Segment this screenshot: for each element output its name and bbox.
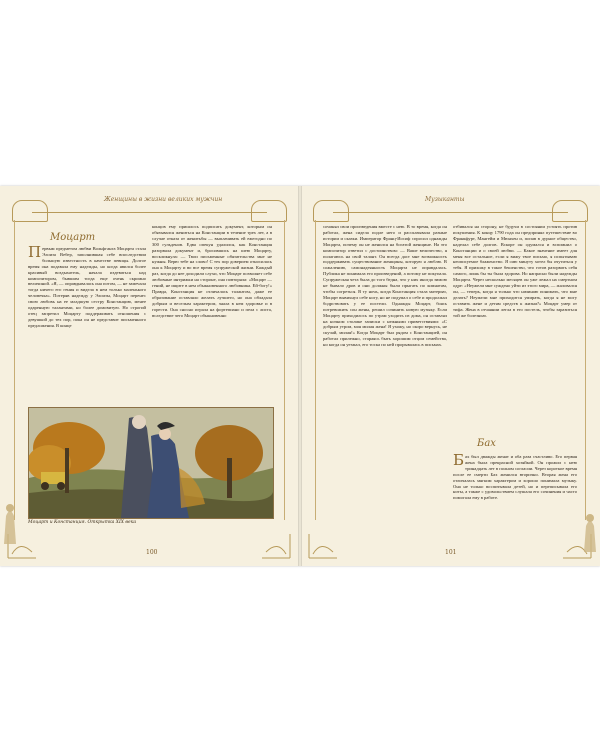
section-title-bach: Бах xyxy=(477,438,496,449)
left-folio: 100 xyxy=(146,549,158,556)
dropcap: П xyxy=(28,246,42,261)
right-col2b-text: ах был дважды женат и оба раза счастливо. Его первая жена была прекрасной хозяйкой. Он прожил с нею тринадцать лет в полном согласии. Через короткое время после ее смерти Бах женился вторично. Вторая жена его отличалась мягким характером и хорошо понимала музыку. Она не только воспитывала детей, но и переписывала его ноты, а также с удовольствием слушала его сочинения и часто помогала ему в работе. xyxy=(453,454,577,501)
left-corner-ornament-right-icon xyxy=(258,530,292,560)
illustration-caption: Моцарт и Констанция. Открытка XIX века xyxy=(28,520,137,525)
right-col2-text: отбивался на сторону, не будучи в состоянии устоять против искушения. К концу 1790 года он предпринял путешествие во Франкфурт, Мангейм и Мюнхен и, попав в дурное общество, наделал себе долгов. Вскоре он одумался и вспомнил о Констанции и о своей любви. — Какое значение имеет для меня все остальное, если я вижу твое письмо, я испытываю неописуемое блаженство. Я сию минуту хотел бы очутиться у тебя. Я прихожу в такое бешенство, что готов разорвать себя самого, лишь бы ты была здорова. Но напрасно были надежды Моцарта. Через несколько месяцев он уже лежал на смертном одре: «Неужели мне суждено уйти из этого мира, — жаловался он, — теперь, когда я только что начинаю понимать, что мне делать? Неужели мне приходится умирать, когда я не могу оставить жене и детям средств к жизни?» Моцарт умер от тифа. Жена в отчаянии легла в его постель, чтобы заразиться той же болезнью. xyxy=(453,224,577,318)
mozart-constance-illustration xyxy=(28,407,274,519)
left-header-ornament xyxy=(12,192,287,220)
left-col2-text: концов ему пришлось подписать документ, которым он обязывался жениться на Констанции в течение трех лет, а в случае отказа от женитьбы — выплачивать ей ежегодно по 300 гульденов. Едва опекун удалился, как Констанция разорвала документ и, бросившись на шею Моцарту, воскликнула: — Твои письменные обязательства мне не нужны. Верю тебе на слово! С тех пор доверием относилась она к Моцарту и во все время супружеской жизни. Каждый раз, когда до нее доходили слухи, что Моцарт позволяет себе любовные интрижки на стороне, она повторяла: «Моцарт — гений, не ищите в нем обыкновенного любовника. Ей-богу!» Правда, Констанция не отличалась талантом, даже ее образование оставляло желать лучшего, но она обладала добрым и веселым характером, знала в нем здоровье и в горести. Она сносно играла на фортепиано и пела с листа, вследствие чего Моцарт обыкновенно xyxy=(152,224,272,318)
right-corner-ornament-left-icon xyxy=(307,530,341,560)
right-column-2 xyxy=(453,224,577,434)
left-frame-line xyxy=(14,220,15,520)
left-inner-frame-line xyxy=(284,220,285,520)
section-title-mozart: Моцарт xyxy=(50,232,96,243)
right-column-2b xyxy=(453,454,577,526)
left-col1-text: ервым предметом любви Вольфганга Моцарта стала Элоиза Вебер, заполнившая себе впоследствии большую известность в качестве певицы. Долгое время она подавала ему надежды, но когда явился более красивый воздыхатель, начала издеваться над композитором, бывшим тогда еще очень скромно величиной. «Я, — оправдывалась она потом, — не замечала тогда ничего его гения и видела в нем только маленького человечка». Потеряв надежду у Элоизы, Моцарт перенес свою любовь на ее младшую сестру Констанцию, менее одаренную талантами, но более домовитую. Но строгий отец запретил Моцарту поддерживать отношения с девушкой до тех пор, пока он не представит письменного предложения. В конце xyxy=(28,246,146,328)
painting-image xyxy=(29,408,273,518)
book-spread xyxy=(0,186,600,566)
right-frame-line xyxy=(585,220,586,520)
left-column-1 xyxy=(28,246,146,402)
right-column-1 xyxy=(323,224,447,524)
left-margin-figure-icon xyxy=(0,496,22,546)
right-running-title: Музыканты xyxy=(425,196,465,203)
right-col1-text: сочинял свои произведения вместе с нею. В то время, когда он работал, жена сидела подле него и рассказывала разные истории и сказки. Император Франц-Иосиф спросил однажды Моцарта, почему он не женился на богатой женщине. На это композитор ответил с достоинством: — Ваше величество, я полагаюсь на свой талант. Он всегда даст мне возможность поддерживать существование женщины, которую я люблю. В сожалению, самонадеянность Моцарта не оправдалась. Публика не понимала его произведений, а потому не покупала. Супружеская чета была до того бедна, что у них иногда зимою не бывало дров и они должны были прыгать по комнатам, чтобы согреться. В ту ночь, когда Констанция стала матерью, Моцарт вывихнул себе ногу, но не подумал о себе и продолжал бодрствовать у ее постели. Однажды Моцарт, боясь потревожить сон жены, решил сочинить новую музыку. Если Моцарту приходилось по утрам уходить из дома, он оставлял на ночном столике записки с нежными приветствиями: «С добрым утром, моя милая жена! Я ухожу, но скоро вернусь, не скучай, милая!» Когда Моцарт был рядом с Констанцией, он работал прилежно, стараясь быть хорошим отцом семейства, но когда он уезжал, его тоска по ней прорывалась в письмах. xyxy=(323,224,447,348)
right-page xyxy=(301,186,600,566)
left-running-title: Женщины в жизни великих мужчин xyxy=(104,196,223,203)
right-folio: 101 xyxy=(445,549,457,556)
right-margin-figure-icon xyxy=(578,504,600,554)
right-inner-frame-line xyxy=(315,220,316,520)
left-page xyxy=(0,186,299,566)
dropcap-bach: Б xyxy=(453,454,465,469)
right-header-ornament xyxy=(313,192,588,220)
left-column-2 xyxy=(152,224,272,402)
